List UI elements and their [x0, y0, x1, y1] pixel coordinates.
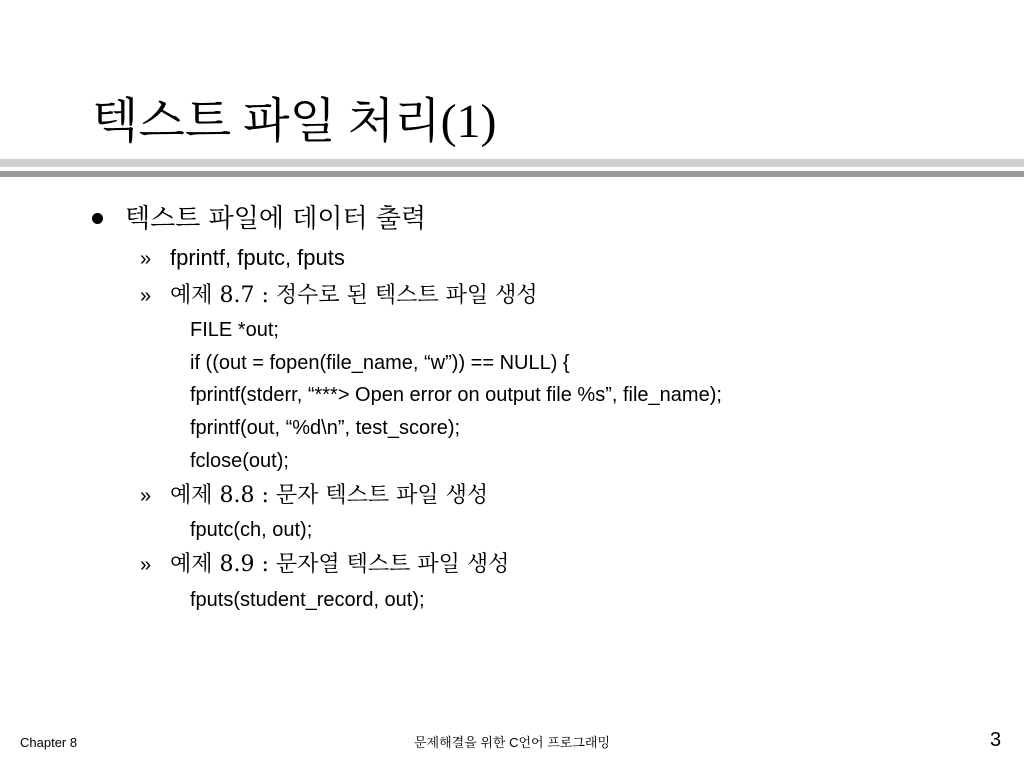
sub-bullet-icon: » [140, 485, 152, 507]
sub-item-example-8-8 [140, 480, 488, 511]
sub-bullet-icon: » [140, 248, 152, 270]
sub-item-functions [140, 243, 345, 274]
bullet-dot-icon [92, 213, 103, 224]
footer-course-title: 문제해결을 위한 C언어 프로그래밍 [413, 735, 611, 750]
title-rule-light [0, 159, 1024, 167]
sub-bullet-icon: » [140, 554, 152, 576]
code-line: fputs(student_record, out); [190, 589, 425, 611]
example-prefix: 예제 8.9 : [170, 552, 276, 577]
example-title: 문자 텍스트 파일 생성 [275, 483, 489, 508]
title-rule-dark [0, 171, 1024, 177]
page-number: 3 [990, 729, 1002, 751]
example-prefix: 예제 8.8 : [170, 483, 276, 508]
code-line: if ((out = fopen(file_name, “w”)) == NULL) { [190, 352, 570, 374]
code-line: fprintf(out, “%d\n”, test_score); [190, 417, 461, 439]
sub-item-text: fprintf, fputc, fputs [170, 245, 345, 270]
sub-bullet-icon: » [140, 285, 152, 307]
example-prefix: 예제 8.7 : [170, 283, 276, 308]
bullet-main-text: 텍스트 파일에 데이터 출력 [125, 204, 427, 234]
example-title: 문자열 텍스트 파일 생성 [275, 552, 510, 577]
code-line: fputc(ch, out); [190, 519, 313, 541]
bullet-main [92, 201, 426, 236]
code-line: FILE *out; [190, 319, 279, 341]
code-line: fprintf(stderr, “***> Open error on output file %s”, file_name); [190, 384, 722, 406]
example-title: 정수로 된 텍스트 파일 생성 [275, 283, 538, 308]
footer-chapter: Chapter 8 [20, 735, 78, 750]
sub-item-example-8-7 [140, 280, 538, 311]
sub-item-example-8-9 [140, 549, 509, 580]
code-line: fclose(out); [190, 450, 289, 472]
slide-title: 텍스트 파일 처리(1) [92, 95, 497, 148]
